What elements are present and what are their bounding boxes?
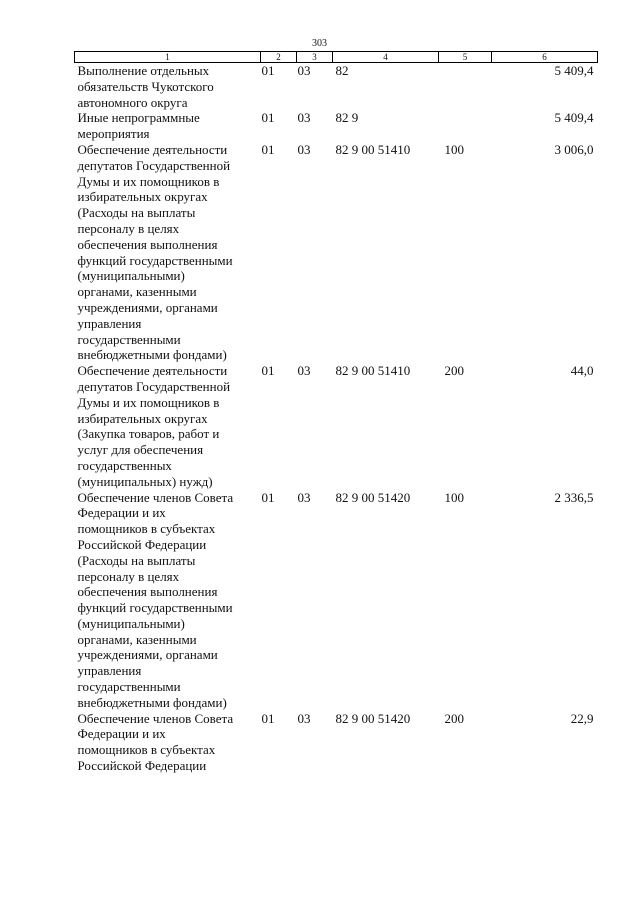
row-name-line: учреждениями, органами xyxy=(77,299,218,315)
row-name-line: Обеспечение деятельности xyxy=(77,141,228,157)
row-expense-type xyxy=(439,110,492,142)
row-name-line: (муниципальными) xyxy=(77,615,185,631)
row-name xyxy=(75,490,261,711)
row-name-line: мероприятия xyxy=(77,126,150,142)
row-name-line: Обеспечение членов Совета xyxy=(77,489,234,505)
row-name-line: учреждениями, органами xyxy=(77,647,218,663)
row-amount: 5 409,4 xyxy=(554,63,594,78)
row-name-line: Выполнение отдельных xyxy=(77,63,210,78)
row-expense-type xyxy=(439,63,492,111)
row-name xyxy=(75,142,261,363)
row-expense-type: 100 xyxy=(444,489,464,505)
row-name-line: избирательных округах xyxy=(77,410,208,426)
row-name-line: Федерации и их xyxy=(77,505,166,521)
row-name xyxy=(75,363,261,489)
row-name xyxy=(75,711,261,774)
row-name-line: (Закупка товаров, работ и xyxy=(77,426,220,442)
row-name-line: персоналу в целях xyxy=(77,220,180,236)
table-row xyxy=(75,110,598,142)
row-name-line: Иные непрограммные xyxy=(77,110,200,126)
row-name-line: внебюджетными фондами) xyxy=(77,347,227,363)
row-target-article: 82 xyxy=(335,63,349,78)
row-subsection-code: 03 xyxy=(297,489,311,505)
row-section-code: 01 xyxy=(261,110,275,126)
row-name-line: обеспечения выполнения xyxy=(77,236,218,252)
row-name-line: (Расходы на выплаты xyxy=(77,552,196,568)
row-name-line: Обеспечение деятельности xyxy=(77,363,228,379)
row-name-line: помощников в субъектах xyxy=(77,521,216,537)
row-name-line: управления xyxy=(77,315,142,331)
row-name-line: обеспечения выполнения xyxy=(77,584,218,600)
row-target-article: 82 9 xyxy=(335,110,359,126)
row-name-line: органами, казенными xyxy=(77,284,197,300)
row-name-line: Думы и их помощников в xyxy=(77,394,220,410)
row-name-line: депутатов Государственной xyxy=(77,157,231,173)
row-subsection-code: 03 xyxy=(297,63,311,78)
row-name-line: государственными xyxy=(77,331,181,347)
row-expense-type: 100 xyxy=(444,141,464,157)
row-subsection-code: 03 xyxy=(297,363,311,379)
row-amount: 5 409,4 xyxy=(554,110,594,126)
row-name xyxy=(75,63,261,111)
table-row xyxy=(75,63,598,111)
row-target-article: 82 9 00 51420 xyxy=(335,489,411,505)
row-subsection-code: 03 xyxy=(297,110,311,126)
row-target-article: 82 9 00 51410 xyxy=(335,363,411,379)
row-amount: 2 336,5 xyxy=(554,489,594,505)
budget-table xyxy=(74,51,598,774)
row-name-line: (Расходы на выплаты xyxy=(77,205,196,221)
row-name-line: помощников в субъектах xyxy=(77,742,216,758)
column-header-6: 6 xyxy=(492,52,598,63)
column-header-5: 5 xyxy=(439,52,492,63)
row-subsection-code: 03 xyxy=(297,710,311,726)
row-name-line: Обеспечение членов Совета xyxy=(77,710,234,726)
row-name-line: государственными xyxy=(77,679,181,695)
row-target-article: 82 9 00 51420 xyxy=(335,710,411,726)
row-name-line: Российской Федерации xyxy=(77,758,207,774)
table-row xyxy=(75,363,598,489)
row-subsection-code: 03 xyxy=(297,141,311,157)
row-name-line: управления xyxy=(77,663,142,679)
column-header-4: 4 xyxy=(333,52,439,63)
column-header-1: 1 xyxy=(75,52,261,63)
row-section-code: 01 xyxy=(261,489,275,505)
row-amount: 22,9 xyxy=(570,710,594,726)
page-number: 303 xyxy=(312,38,327,49)
row-name-line: избирательных округах xyxy=(77,189,208,205)
table-row xyxy=(75,711,598,774)
column-header-3: 3 xyxy=(297,52,333,63)
row-amount: 44,0 xyxy=(570,363,594,379)
row-expense-type: 200 xyxy=(444,710,464,726)
row-name-line: Думы и их помощников в xyxy=(77,173,220,189)
table-body xyxy=(75,63,598,774)
row-name-line: органами, казенными xyxy=(77,631,197,647)
row-name-line: (муниципальных) нужд) xyxy=(77,473,213,489)
row-name xyxy=(75,110,261,142)
row-name-line: автономного округа xyxy=(77,94,188,110)
table-row xyxy=(75,142,598,363)
row-name-line: (муниципальными) xyxy=(77,268,185,284)
column-header-2: 2 xyxy=(261,52,297,63)
row-section-code: 01 xyxy=(261,63,275,78)
row-name-line: функций государственными xyxy=(77,600,233,616)
table-row xyxy=(75,490,598,711)
row-name-line: обязательств Чукотского xyxy=(77,78,214,94)
row-name-line: Федерации и их xyxy=(77,726,166,742)
row-name-line: персоналу в целях xyxy=(77,568,180,584)
row-target-article: 82 9 00 51410 xyxy=(335,141,411,157)
row-name-line: государственных xyxy=(77,457,172,473)
row-name-line: функций государственными xyxy=(77,252,233,268)
row-expense-type: 200 xyxy=(444,363,464,379)
table-header xyxy=(75,52,598,63)
row-section-code: 01 xyxy=(261,363,275,379)
row-name-line: Российской Федерации xyxy=(77,536,207,552)
row-amount: 3 006,0 xyxy=(554,141,594,157)
row-name-line: внебюджетными фондами) xyxy=(77,694,227,710)
row-section-code: 01 xyxy=(261,141,275,157)
row-name-line: депутатов Государственной xyxy=(77,378,231,394)
header-row xyxy=(75,52,598,63)
row-section-code: 01 xyxy=(261,710,275,726)
row-name-line: услуг для обеспечения xyxy=(77,442,204,458)
